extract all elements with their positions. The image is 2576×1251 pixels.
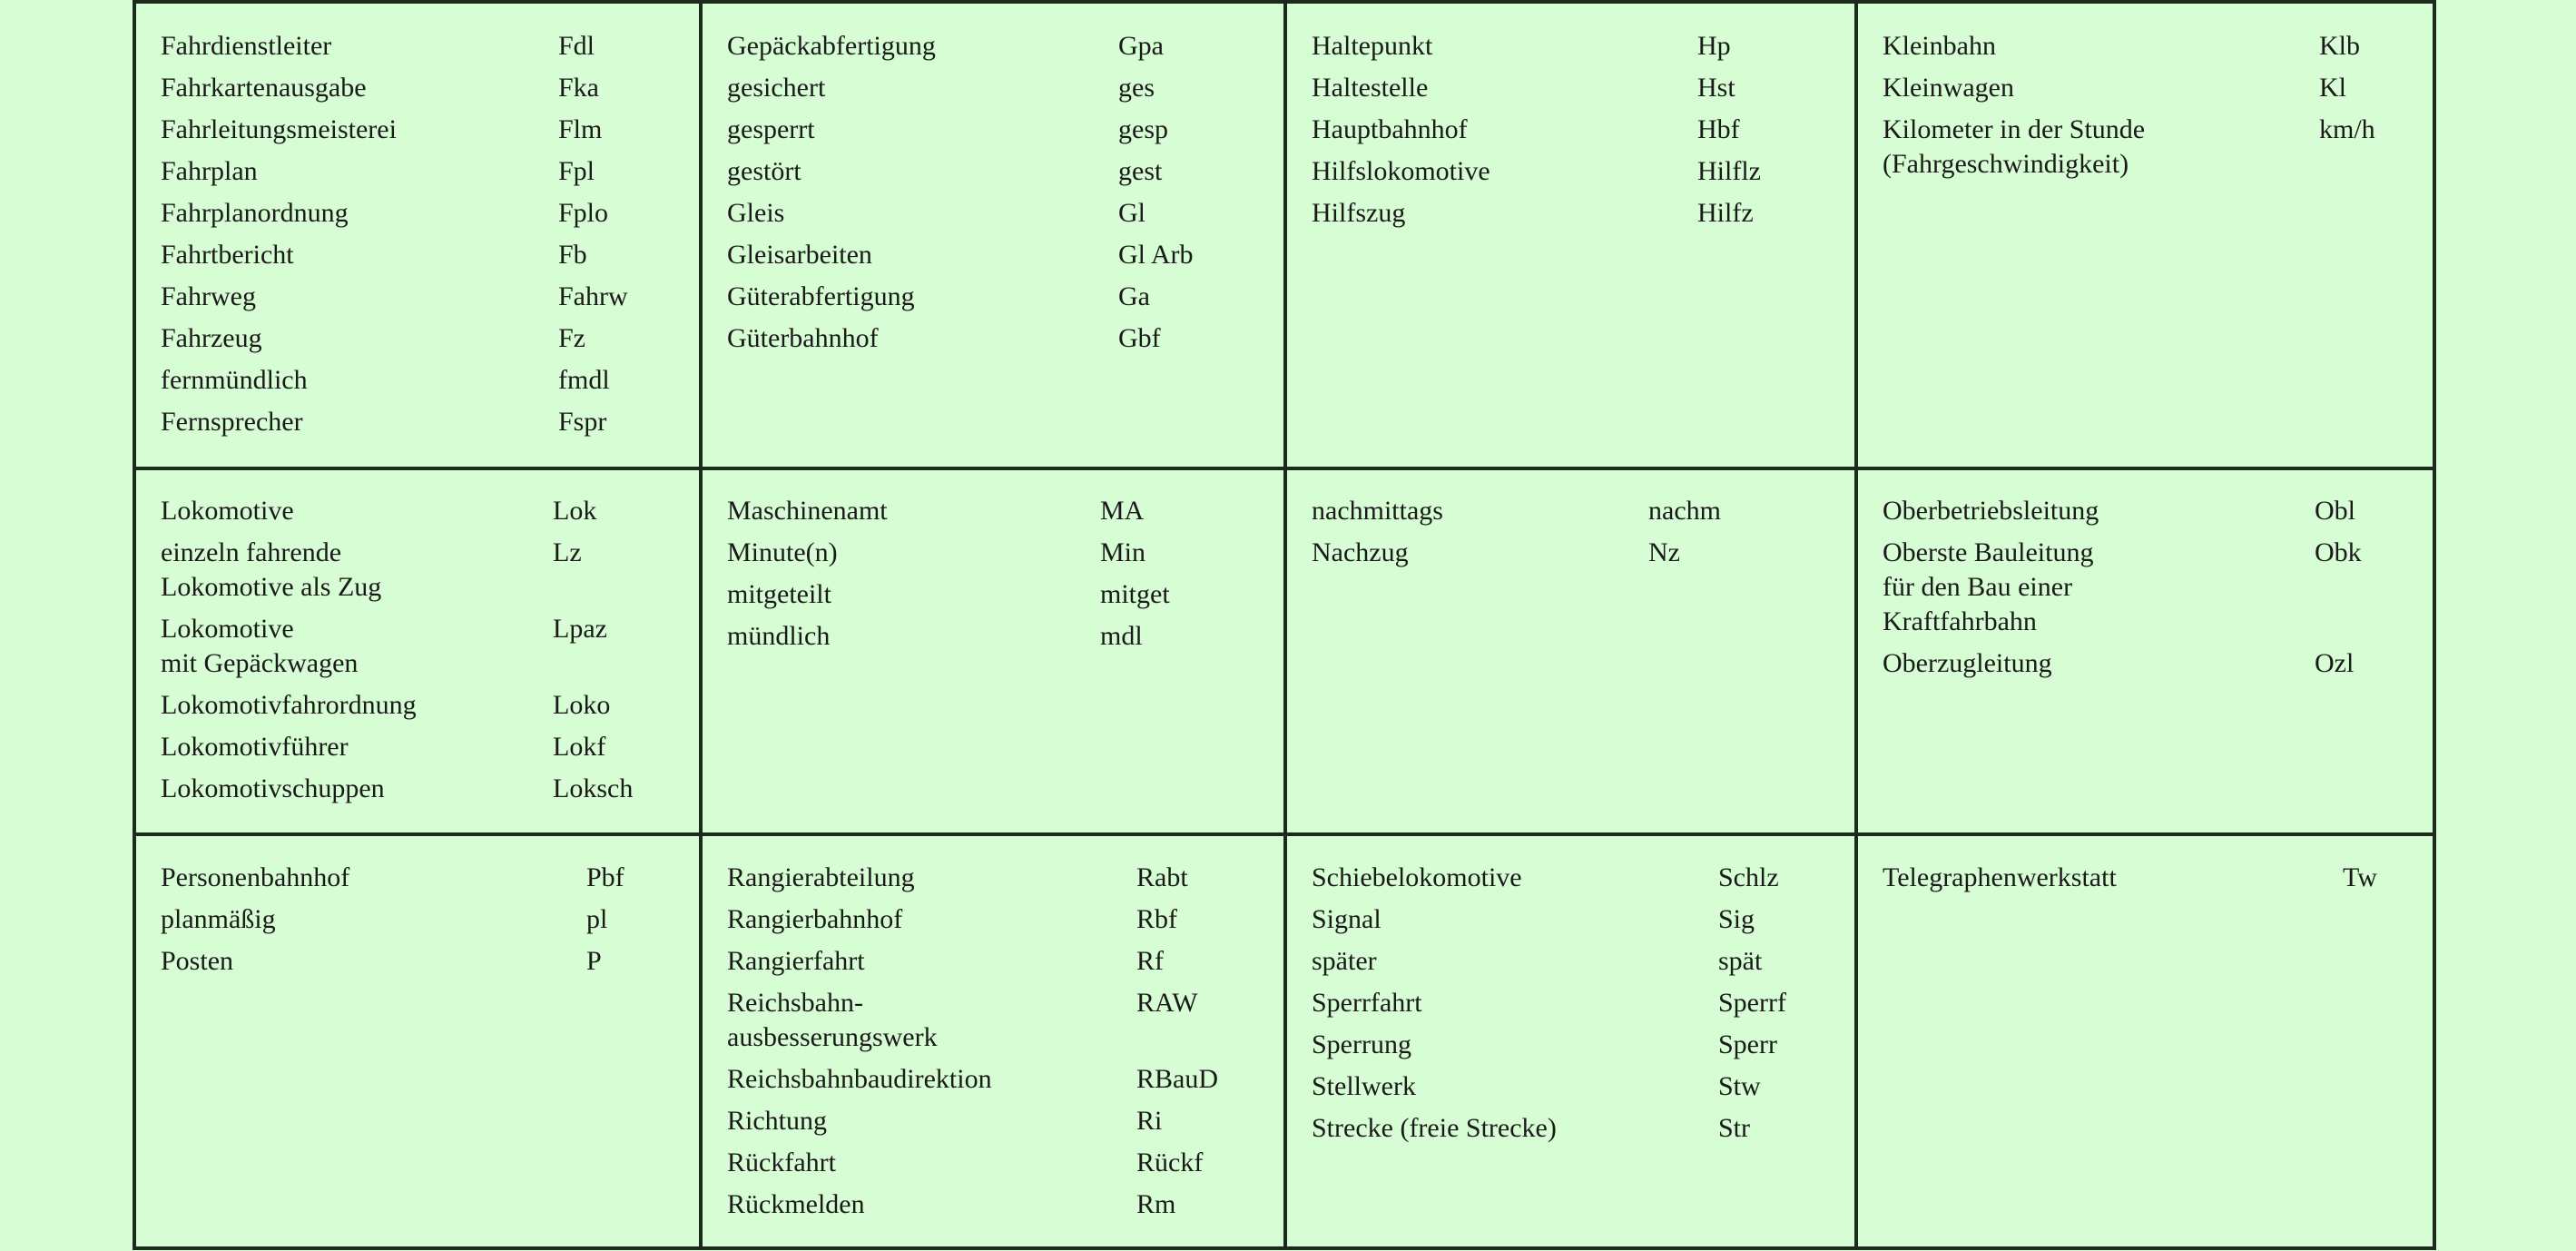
column-divider [699,4,703,1246]
abbreviation-entry [1312,986,1843,1020]
term-text: gestört [727,156,801,186]
abbreviation-text: Sig [1718,904,1755,934]
abbreviation-entry [161,405,687,439]
term-text: mündlich [727,621,831,651]
term-text: Kleinwagen [1883,73,2014,103]
abbreviation-text: Fpl [558,156,595,186]
abbreviation-entry [1883,536,2427,639]
abbreviation-text: mitget [1100,579,1170,609]
abbreviation-text: Ozl [2315,648,2355,678]
abbreviation-text: Schlz [1718,862,1779,892]
abbreviation-text: Nz [1648,537,1680,567]
abbreviation-entry [727,321,1272,356]
abbreviation-entry [1883,71,2427,105]
term-text: Personenbahnhof [161,862,350,892]
abbreviation-text: Sperr [1718,1029,1777,1059]
abbreviation-text: Rückf [1136,1148,1204,1177]
abbreviation-text: Flm [558,114,603,144]
term-text: Haltestelle [1312,73,1429,103]
term-text: Hilfszug [1312,198,1406,228]
term-text: Schiebelokomotive [1312,862,1522,892]
abbreviation-text: Gl [1118,198,1145,228]
term-text: Hilfslokomotive [1312,156,1490,186]
abbreviation-entry [161,772,687,806]
term-text: Güterabfertigung [727,281,915,311]
cell-l [161,494,687,813]
abbreviation-table [133,0,2436,1250]
abbreviation-text: Str [1718,1113,1751,1143]
abbreviation-entry [1883,29,2427,64]
abbreviation-text: Fz [558,323,585,353]
abbreviation-entry [1883,494,2427,528]
term-text: Oberste Bauleitung für den Bau einer Kraftfahrbahn [1883,537,2094,636]
term-text: Sperrfahrt [1312,988,1422,1018]
abbreviation-entry [161,196,687,231]
abbreviation-entry [1312,861,1843,895]
abbreviation-text: Obl [2315,496,2355,526]
abbreviation-entry [161,29,687,64]
term-text: Posten [161,946,234,976]
abbreviation-text: Rm [1136,1189,1176,1219]
abbreviation-text: Hbf [1697,114,1740,144]
cell-g [727,29,1272,363]
term-text: fernmündlich [161,365,308,395]
term-text: Nachzug [1312,537,1409,567]
abbreviation-entry [727,1146,1272,1180]
abbreviation-entry [1883,113,2427,182]
term-text: Stellwerk [1312,1071,1416,1101]
term-text: Lokomotivführer [161,732,349,762]
abbreviation-entry [1312,29,1843,64]
term-text: Reichsbahnbaudirektion [727,1064,992,1094]
abbreviation-text: spät [1718,946,1763,976]
column-divider [1854,4,1858,1246]
term-text: Gepäckabfertigung [727,31,936,61]
abbreviation-entry [161,536,687,605]
abbreviation-entry [727,986,1272,1055]
abbreviation-entry [161,902,687,937]
abbreviation-text: Fplo [558,198,609,228]
term-text: Fahrleitungsmeisterei [161,114,397,144]
term-text: Güterbahnhof [727,323,879,353]
term-text: Fahrzeug [161,323,262,353]
abbreviation-entry [1312,944,1843,979]
cell-f [161,29,687,447]
abbreviation-entry [161,238,687,272]
abbreviation-text: RBauD [1136,1064,1218,1094]
abbreviation-text: Lok [553,496,597,526]
abbreviation-text: Fahrw [558,281,628,311]
term-text: gesichert [727,73,826,103]
abbreviation-text: Lokf [553,732,606,762]
term-text: einzeln fahrende Lokomotive als Zug [161,537,382,602]
abbreviation-entry [727,861,1272,895]
abbreviation-text: Lpaz [553,614,607,644]
abbreviation-entry [161,612,687,681]
term-text: nachmittags [1312,496,1443,526]
abbreviation-text: Rabt [1136,862,1188,892]
abbreviation-entry [727,280,1272,314]
term-text: Kilometer in der Stunde (Fahrgeschwindigkeit) [1883,114,2146,179]
term-text: Gleis [727,198,785,228]
abbreviation-entry [161,730,687,764]
abbreviation-entry [161,688,687,723]
abbreviation-entry [727,196,1272,231]
abbreviation-text: pl [586,904,608,934]
abbreviation-text: Rf [1136,946,1164,976]
cell-p [161,861,687,986]
abbreviation-entry [161,321,687,356]
term-text: Fahrtbericht [161,240,294,270]
abbreviation-text: ges [1118,73,1155,103]
cell-s [1312,861,1843,1153]
term-text: Oberbetriebsleitung [1883,496,2099,526]
term-text: Reichsbahn- ausbesserungswerk [727,988,938,1052]
abbreviation-entry [727,238,1272,272]
abbreviation-text: Fka [558,73,599,103]
abbreviation-text: nachm [1648,496,1721,526]
abbreviation-text: Loksch [553,773,634,803]
abbreviation-entry [727,154,1272,189]
abbreviation-entry [161,494,687,528]
abbreviation-entry [727,1104,1272,1138]
cell-m [727,494,1272,661]
abbreviation-entry [1883,646,2427,681]
term-text: Kleinbahn [1883,31,1996,61]
term-text: Rückfahrt [727,1148,836,1177]
term-text: Richtung [727,1106,827,1136]
term-text: später [1312,946,1377,976]
abbreviation-entry [1312,71,1843,105]
abbreviation-text: Lz [553,537,582,567]
term-text: Lokomotive mit Gepäckwagen [161,614,359,678]
abbreviation-text: mdl [1100,621,1143,651]
term-text: Maschinenamt [727,496,888,526]
abbreviation-text: Hp [1697,31,1731,61]
abbreviation-text: Sperrf [1718,988,1786,1018]
abbreviation-text: MA [1100,496,1145,526]
term-text: mitgeteilt [727,579,831,609]
abbreviation-entry [1312,196,1843,231]
abbreviation-text: Fb [558,240,587,270]
term-text: Fahrplanordnung [161,198,349,228]
abbreviation-text: Obk [2315,537,2362,567]
abbreviation-text: Fdl [558,31,595,61]
abbreviation-text: Gbf [1118,323,1161,353]
abbreviation-text: Pbf [586,862,624,892]
abbreviation-entry [1312,536,1843,570]
abbreviation-entry [161,280,687,314]
abbreviation-text: gest [1118,156,1163,186]
abbreviation-text: Gpa [1118,31,1164,61]
abbreviation-text: Hilfz [1697,198,1754,228]
cell-t [1883,861,2427,902]
abbreviation-text: Tw [2343,862,2377,892]
abbreviation-entry [727,1062,1272,1097]
abbreviation-entry [1312,1111,1843,1146]
abbreviation-text: Kl [2319,73,2346,103]
term-text: Rangierabteilung [727,862,915,892]
cell-k [1883,29,2427,189]
column-divider [1283,4,1287,1246]
abbreviation-entry [1312,154,1843,189]
cell-o [1883,494,2427,688]
term-text: Gleisarbeiten [727,240,872,270]
term-text: Lokomotivschuppen [161,773,385,803]
abbreviation-text: RAW [1136,988,1198,1018]
cell-h [1312,29,1843,238]
abbreviation-text: fmdl [558,365,610,395]
abbreviation-entry [727,577,1272,612]
abbreviation-entry [161,861,687,895]
abbreviation-text: Stw [1718,1071,1761,1101]
term-text: Sperrung [1312,1029,1411,1059]
abbreviation-entry [727,71,1272,105]
abbreviation-entry [1312,902,1843,937]
abbreviation-entry [1312,1069,1843,1104]
abbreviation-text: Gl Arb [1118,240,1194,270]
term-text: gesperrt [727,114,815,144]
abbreviation-text: Rbf [1136,904,1177,934]
abbreviation-entry [727,944,1272,979]
term-text: Signal [1312,904,1381,934]
abbreviation-entry [161,71,687,105]
abbreviation-entry [161,944,687,979]
term-text: Oberzugleitung [1883,648,2052,678]
term-text: Rückmelden [727,1189,865,1219]
abbreviation-text: km/h [2319,114,2375,144]
abbreviation-text: Min [1100,537,1146,567]
term-text: Haltepunkt [1312,31,1433,61]
abbreviation-entry [727,619,1272,654]
abbreviation-entry [1312,113,1843,147]
abbreviation-text: Hilflz [1697,156,1761,186]
term-text: Lokomotivfahrordnung [161,690,417,720]
abbreviation-entry [1312,1028,1843,1062]
abbreviation-entry [727,1187,1272,1222]
term-text: Rangierbahnhof [727,904,903,934]
abbreviation-entry [161,113,687,147]
term-text: Fernsprecher [161,407,303,437]
abbreviation-text: Ri [1136,1106,1163,1136]
term-text: Fahrdienstleiter [161,31,332,61]
abbreviation-entry [1883,861,2427,895]
abbreviation-text: Hst [1697,73,1735,103]
abbreviation-entry [1312,494,1843,528]
cell-r [727,861,1272,1229]
term-text: Strecke (freie Strecke) [1312,1113,1557,1143]
term-text: Fahrkartenausgabe [161,73,367,103]
abbreviation-text: Klb [2319,31,2360,61]
abbreviation-text: gesp [1118,114,1168,144]
term-text: Lokomotive [161,496,294,526]
term-text: Rangierfahrt [727,946,865,976]
term-text: Fahrweg [161,281,256,311]
abbreviation-entry [727,29,1272,64]
abbreviation-entry [727,536,1272,570]
abbreviation-text: P [586,946,602,976]
abbreviation-entry [727,113,1272,147]
term-text: planmäßig [161,904,276,934]
abbreviation-entry [161,154,687,189]
term-text: Telegraphenwerkstatt [1883,862,2117,892]
abbreviation-entry [161,363,687,398]
term-text: Fahrplan [161,156,258,186]
abbreviation-text: Fspr [558,407,607,437]
abbreviation-text: Ga [1118,281,1150,311]
abbreviation-text: Loko [553,690,611,720]
cell-n [1312,494,1843,577]
abbreviation-entry [727,494,1272,528]
term-text: Hauptbahnhof [1312,114,1468,144]
abbreviation-entry [727,902,1272,937]
term-text: Minute(n) [727,537,838,567]
